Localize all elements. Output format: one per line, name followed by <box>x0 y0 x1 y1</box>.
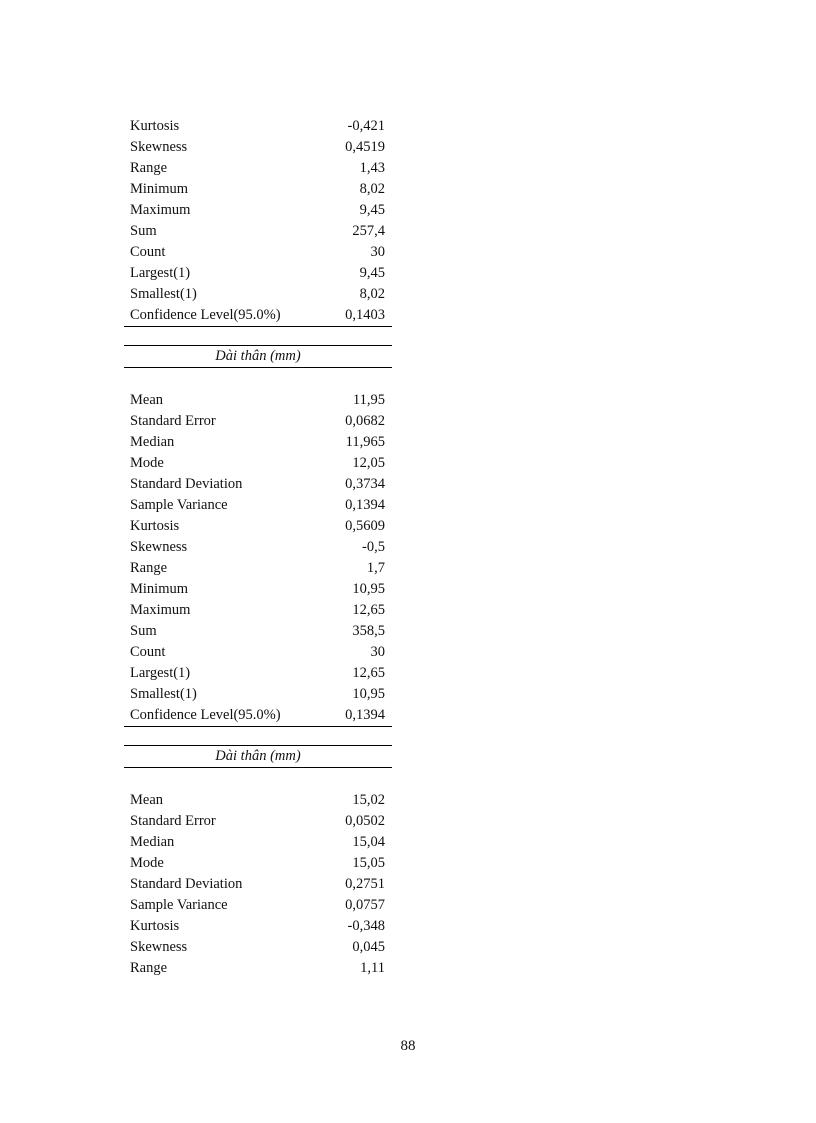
table-row <box>124 663 392 684</box>
stat-label: Mode <box>130 855 164 871</box>
page-number: 88 <box>400 1038 416 1054</box>
stat-value: 10,95 <box>352 581 385 597</box>
stat-value: 11,95 <box>352 392 385 408</box>
stat-label: Standard Error <box>130 413 216 429</box>
stat-value: 257,4 <box>352 223 385 239</box>
stat-value: 0,1394 <box>345 497 385 513</box>
stat-label: Kurtosis <box>130 118 180 134</box>
stat-label: Standard Error <box>130 813 216 829</box>
stat-label: Skewness <box>130 539 188 555</box>
stat-label: Count <box>130 644 166 660</box>
stat-value: 12,65 <box>352 665 385 681</box>
table-row <box>124 895 392 916</box>
stat-value: 9,45 <box>359 202 385 218</box>
stat-value: 1,43 <box>359 160 385 176</box>
stat-label: Maximum <box>130 602 191 618</box>
table-row <box>124 811 392 832</box>
stat-label: Range <box>130 960 168 976</box>
stat-label: Kurtosis <box>130 918 180 934</box>
stat-value: 0,1394 <box>345 707 385 723</box>
table-row <box>124 242 392 263</box>
stat-value: 0,2751 <box>345 876 385 892</box>
stat-label: Smallest(1) <box>130 686 197 702</box>
stat-value: 8,02 <box>359 286 385 302</box>
stat-label: Skewness <box>130 139 188 155</box>
table-row <box>124 537 392 558</box>
stat-label: Sample Variance <box>130 897 228 913</box>
stat-value: 11,965 <box>345 434 385 450</box>
table-row <box>124 790 392 811</box>
stat-label: Sum <box>130 623 157 639</box>
table-row <box>124 516 392 537</box>
section-header-2: Dài thân (mm) <box>124 345 392 368</box>
stat-value: 15,04 <box>352 834 385 850</box>
stat-value: 0,045 <box>352 939 385 955</box>
stat-label: Sample Variance <box>130 497 228 513</box>
stat-value: 0,3734 <box>345 476 385 492</box>
table-row <box>124 916 392 937</box>
table-row <box>124 221 392 242</box>
table-row <box>124 579 392 600</box>
table-row <box>124 684 392 705</box>
stat-label: Count <box>130 244 166 260</box>
table-row <box>124 958 392 979</box>
stat-value: -0,421 <box>347 118 385 134</box>
stat-value: 0,0682 <box>345 413 385 429</box>
stat-label: Sum <box>130 223 157 239</box>
stat-value: 30 <box>370 644 385 660</box>
table-row <box>124 832 392 853</box>
table-row <box>124 874 392 895</box>
stat-label: Standard Deviation <box>130 476 243 492</box>
stat-label: Minimum <box>130 581 189 597</box>
table-row <box>124 284 392 305</box>
table-row <box>124 600 392 621</box>
stat-label: Kurtosis <box>130 518 180 534</box>
stat-label: Smallest(1) <box>130 286 197 302</box>
stat-value: 8,02 <box>359 181 385 197</box>
stat-label: Confidence Level(95.0%) <box>130 707 281 723</box>
stat-label: Maximum <box>130 202 191 218</box>
stat-label: Median <box>130 434 175 450</box>
stat-value: 1,7 <box>366 560 385 576</box>
stat-value: 0,0757 <box>345 897 385 913</box>
stat-label: Skewness <box>130 939 188 955</box>
section-header-3: Dài thân (mm) <box>124 745 392 768</box>
table-row <box>124 116 392 137</box>
table-row <box>124 305 392 327</box>
table-row <box>124 495 392 516</box>
stat-value: 0,1403 <box>345 307 385 323</box>
table-row <box>124 937 392 958</box>
table-row <box>124 390 392 411</box>
stat-label: Standard Deviation <box>130 876 243 892</box>
table-row <box>124 853 392 874</box>
stats-table-1 <box>124 116 392 327</box>
table-row <box>124 621 392 642</box>
stat-value: 15,02 <box>352 792 385 808</box>
stat-label: Range <box>130 160 168 176</box>
stats-table-3 <box>124 790 392 979</box>
table-row <box>124 453 392 474</box>
stat-label: Confidence Level(95.0%) <box>130 307 281 323</box>
stat-value: 1,11 <box>360 960 385 976</box>
stat-label: Range <box>130 560 168 576</box>
stat-label: Largest(1) <box>130 265 191 281</box>
table-row <box>124 263 392 284</box>
stats-table-2 <box>124 390 392 727</box>
table-row <box>124 474 392 495</box>
stat-label: Minimum <box>130 181 189 197</box>
stat-value: 358,5 <box>352 623 385 639</box>
table-row <box>124 179 392 200</box>
stat-value: 15,05 <box>352 855 385 871</box>
table-row <box>124 642 392 663</box>
table-row <box>124 705 392 727</box>
stat-value: 9,45 <box>359 265 385 281</box>
table-row <box>124 411 392 432</box>
table-row <box>124 432 392 453</box>
table-row <box>124 200 392 221</box>
stat-label: Largest(1) <box>130 665 191 681</box>
stat-value: 30 <box>370 244 385 260</box>
stat-label: Median <box>130 834 175 850</box>
stat-value: 12,65 <box>352 602 385 618</box>
stat-label: Mean <box>130 792 164 808</box>
stat-label: Mean <box>130 392 164 408</box>
table-row <box>124 158 392 179</box>
stat-value: 0,4519 <box>345 139 385 155</box>
stat-value: 10,95 <box>352 686 385 702</box>
stat-value: 0,0502 <box>345 813 385 829</box>
table-row <box>124 137 392 158</box>
table-row <box>124 558 392 579</box>
stat-value: -0,348 <box>347 918 385 934</box>
stat-value: 0,5609 <box>345 518 385 534</box>
stat-value: -0,5 <box>362 539 385 555</box>
stat-value: 12,05 <box>352 455 385 471</box>
stat-label: Mode <box>130 455 164 471</box>
